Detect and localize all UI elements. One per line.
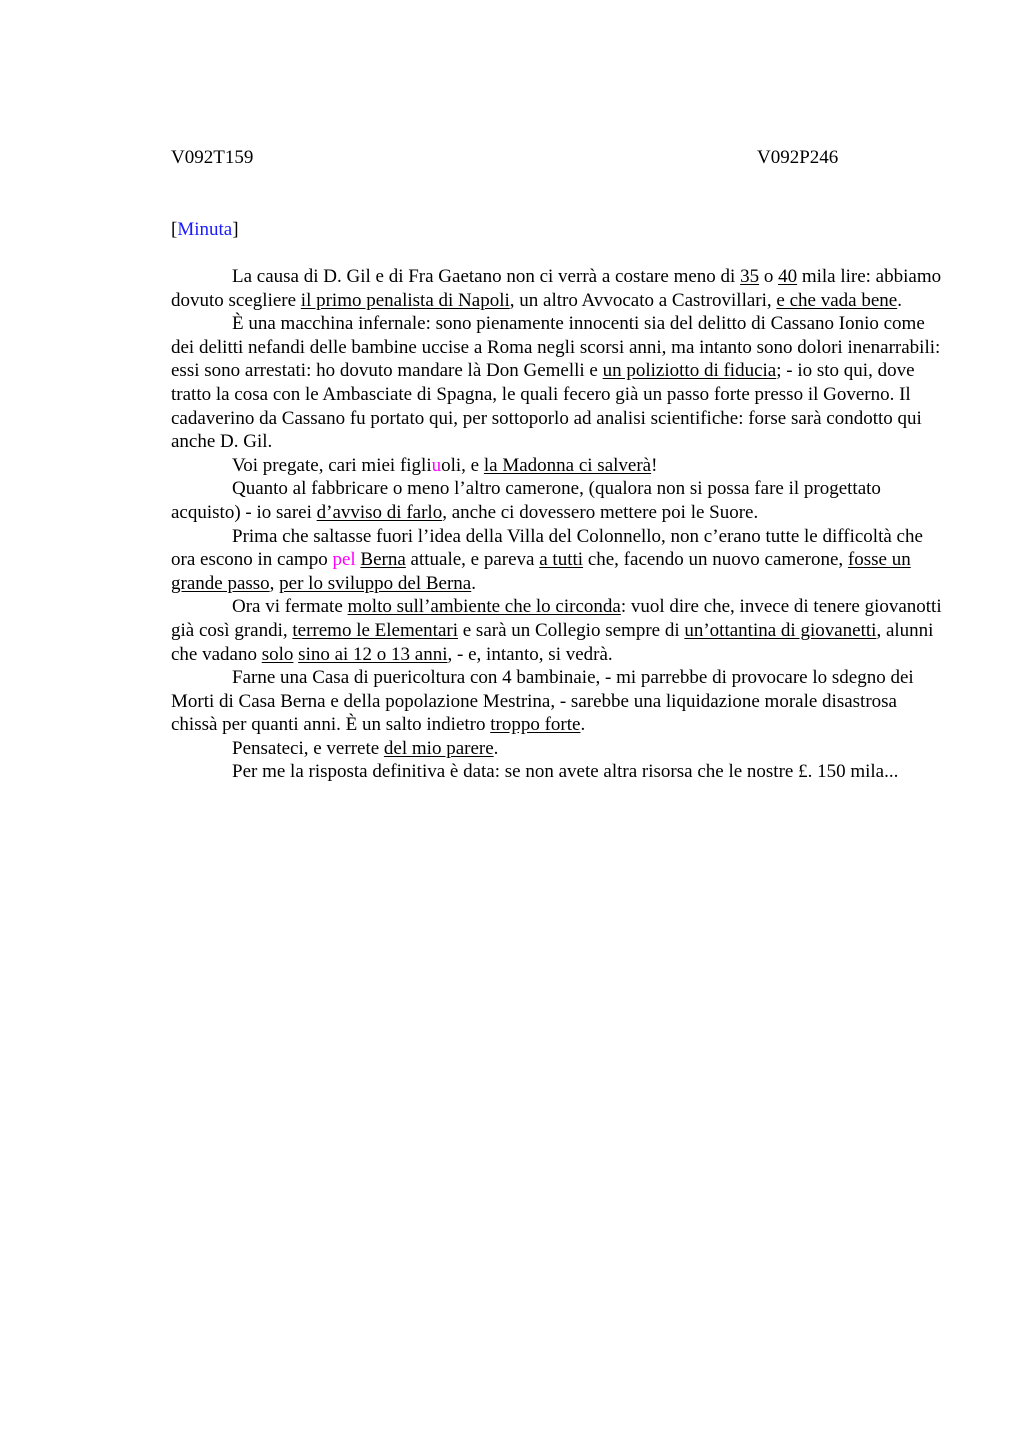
- text-span: , un altro Avvocato a Castrovillari,: [509, 289, 777, 311]
- underlined-text: del mio parere: [383, 737, 494, 759]
- text-span: o: [759, 266, 779, 287]
- text-span: Per me la risposta definitiva è data: se non avete altra risorsa che le nostre £. 150 mila...: [232, 761, 899, 783]
- text-span: Ora vi fermate: [232, 596, 348, 618]
- text-span: ,: [269, 572, 280, 594]
- text-span: che, facendo un nuovo camerone,: [583, 549, 848, 571]
- text-span: Voi pregate, cari miei figli: [232, 454, 432, 476]
- text-span: , - e, intanto, si vedrà.: [447, 643, 613, 665]
- heading-open-bracket: [: [171, 219, 178, 240]
- paragraph-9: [171, 760, 943, 784]
- paragraph-4: [171, 477, 943, 524]
- paragraph-2: [171, 312, 943, 454]
- underlined-text: troppo forte: [490, 714, 581, 736]
- underlined-text: 40: [778, 266, 798, 287]
- text-span: .: [580, 714, 586, 736]
- underlined-text: fosse un grande passo: [171, 549, 911, 594]
- underlined-text: molto sull’ambiente che lo circonda: [347, 596, 621, 618]
- text-span: , anche ci dovessero mettere poi le Suore.: [442, 501, 759, 523]
- text-span: Prima che saltasse fuori l’idea della Villa del Colonnello, non c’erano tutte le difficoltà che ora escono in campo: [171, 525, 923, 571]
- text-span: , alunni che vadano: [171, 619, 934, 665]
- underlined-text: a tutti: [539, 549, 584, 571]
- text-span: .: [897, 289, 902, 311]
- underlined-text: la Madonna ci salverà: [483, 454, 652, 476]
- text-span: : vuol dire che, invece di tenere giovanotti già così grandi,: [171, 596, 942, 641]
- letter-body: [171, 265, 943, 784]
- underlined-text: d’avviso di farlo: [316, 501, 443, 523]
- text-span: oli, e: [441, 454, 484, 476]
- text-span: mila lire: abbiamo dovuto scegliere: [171, 266, 942, 311]
- text-span: Quanto al fabbricare o meno l’altro camerone, (qualora non si possa fare il progettato acquisto) - io sarei: [171, 478, 881, 523]
- text-span: .: [471, 572, 476, 594]
- correction-text: u: [431, 454, 442, 476]
- text-span: Farne una Casa di puericoltura con 4 bambinaie, - mi parrebbe di provocare lo sdegno dei Morti di Casa Berna e della popolazione Mestrina, - sarebbe una liquidazione morale disastrosa chissà per quanti anni. È un salto indietro: [171, 667, 914, 736]
- heading-close-bracket: ]: [232, 219, 239, 240]
- text-span: e sarà un Collegio sempre di: [458, 619, 685, 641]
- heading-label: Minuta: [177, 219, 233, 240]
- underlined-text: terremo le Elementari: [292, 619, 458, 641]
- paragraph-3: [171, 454, 943, 478]
- text-span: È una macchina infernale: sono pienamente innocenti sia del delitto di Cassano Ionio come dei delitti nefandi delle bambine uccise a Roma negli scorsi anni, ma intanto sono dolori inenarrabili: essi sono arrestati: ho dovuto mandare là Don Gemelli e: [171, 313, 941, 382]
- underlined-text: Berna: [360, 549, 406, 571]
- text-span: Pensateci, e verrete: [232, 737, 384, 759]
- text-span: .: [493, 737, 499, 759]
- underlined-text: solo: [261, 643, 294, 665]
- paragraph-5: [171, 525, 943, 596]
- correction-text: pel: [332, 549, 356, 571]
- text-span: La causa di D. Gil e di Fra Gaetano non ci verrà a costare meno di: [232, 266, 741, 287]
- text-span: ; - io sto qui, dove tratto la cosa con le Ambasciate di Spagna, le quali fecero già un passo forte presso il Governo. Il cadaverino da Cassano fu portato qui, per sottoporlo ad analisi scientifiche: forse sarà condotto qui anche D. Gil.: [171, 360, 922, 453]
- document-code-left: V092T159: [171, 147, 254, 168]
- document-code-right: V092P246: [757, 147, 839, 168]
- underlined-text: un poliziotto di fiducia: [602, 360, 777, 382]
- underlined-text: un’ottantina di giovanetti: [684, 619, 877, 641]
- paragraph-6: [171, 595, 943, 666]
- underlined-text: per lo sviluppo del Berna: [279, 572, 472, 594]
- section-heading: [171, 218, 239, 242]
- paragraph-7: [171, 666, 943, 737]
- text-span: !: [651, 454, 658, 476]
- paragraph-8: [171, 737, 943, 761]
- underlined-text: 35: [740, 266, 760, 287]
- underlined-text: il primo penalista di Napoli: [300, 289, 510, 311]
- text-span: attuale, e pareva: [405, 549, 540, 571]
- underlined-text: sino ai 12 o 13 anni: [298, 643, 448, 665]
- underlined-text: e che vada bene: [776, 289, 898, 311]
- paragraph-1: [171, 265, 943, 312]
